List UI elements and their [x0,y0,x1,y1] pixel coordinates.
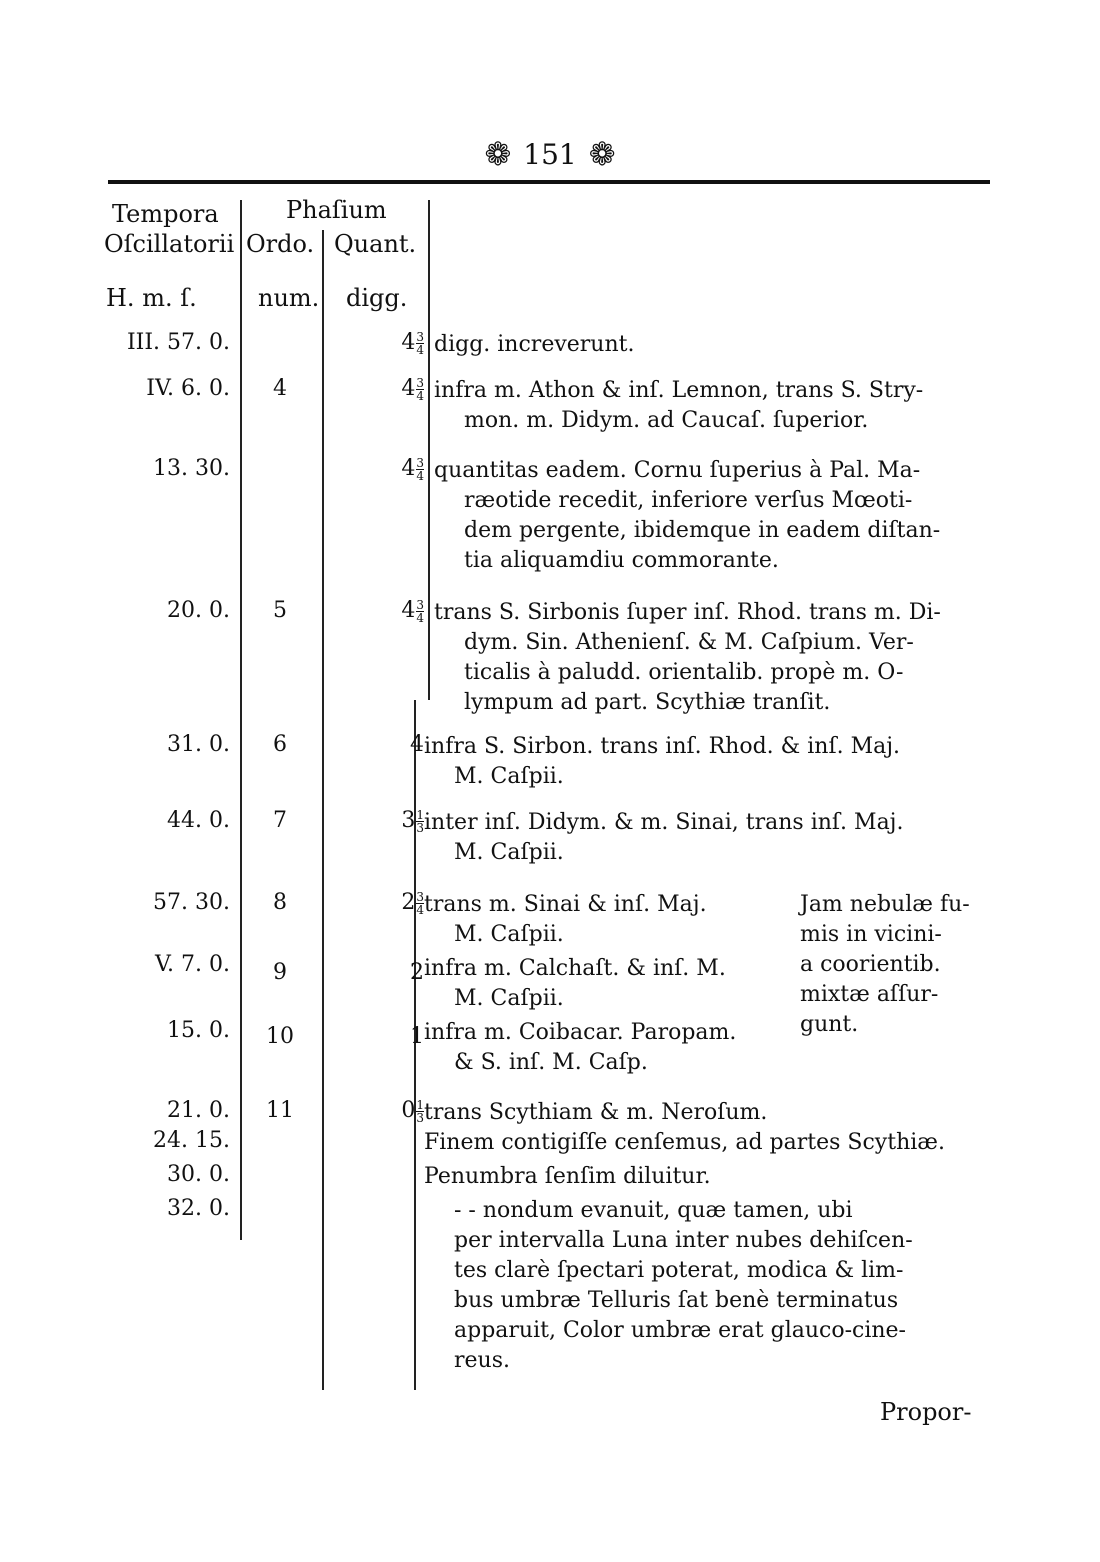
page-header [470,132,630,176]
quant-row-3: 4 $\frac{3}{4}$ [401,455,424,483]
time-row-2: IV. 6. 0. [146,376,230,401]
quant-row-7: 2 $\frac{3}{4}$ [401,889,424,917]
desc-row-11: Finem contigiſſe cenſemus, ad partes Scythiæ. [424,1130,945,1155]
ordo-row-4: 5 [273,598,287,623]
time-row-7: 57. 30. [153,890,230,915]
ordo-row-5: 6 [273,732,287,757]
desc-row-10: trans Scythiam & m. Neroſum. [424,1100,768,1125]
header-time-units: H. m. ſ. [106,284,197,312]
time-row-11: 24. 15. [153,1128,230,1153]
column-rule-3 [428,200,430,700]
time-row-10: 21. 0. [167,1098,230,1123]
header-oscillatorii: Oſcillatorii [104,230,235,258]
desc-row-5: infra S. Sirbon. trans inſ. Rhod. & inſ. Maj. M. Caſpii. [424,734,901,789]
ordo-row-8: 9 [273,960,287,985]
time-row-12: 30. 0. [167,1162,230,1187]
desc-row-7: trans m. Sinai & inſ. Maj. M. Caſpii. [424,892,707,947]
header-tempora: Tempora [112,200,219,228]
ordo-row-6: 7 [273,808,287,833]
time-row-1: III. 57. 0. [126,330,230,355]
quant-row-4: 4 $\frac{3}{4}$ [401,597,424,625]
ornament-right-icon: ❁ [588,135,616,173]
ordo-row-2: 4 [273,376,287,401]
time-row-13: 32. 0. [167,1196,230,1221]
desc-row-1: digg. increverunt. [434,332,635,357]
time-row-3: 13. 30. [153,456,230,481]
column-rule-1 [240,200,242,1240]
quant-row-2: 4 $\frac{3}{4}$ [401,375,424,403]
quant-row-8: 2 [410,960,424,985]
quant-row-1: 4 $\frac{3}{4}$ [401,329,424,357]
ordo-row-9: 10 [266,1024,294,1049]
top-rule [108,180,990,184]
quant-row-10: 0 $\frac{1}{3}$ [401,1097,424,1125]
desc-row-6: inter inſ. Didym. & m. Sinai, trans inſ. Maj. M. Caſpii. [424,810,904,865]
page-number: 151 [523,137,577,171]
header-digg: digg. [346,284,408,312]
column-rule-2 [322,230,324,1390]
side-note: Jam nebulæ fu- mis in vicini- a coorientib. mixtæ aſſur- gunt. [800,892,970,1037]
time-row-5: 31. 0. [167,732,230,757]
quant-row-5: 4 [410,732,424,757]
header-phasium: Phaſium [286,196,387,224]
desc-row-8: infra m. Calchaſt. & inſ. M. M. Caſpii. [424,956,726,1011]
desc-row-2: infra m. Athon & inſ. Lemnon, trans S. Stry- mon. m. Didym. ad Caucaſ. ſuperior. [434,378,924,433]
time-row-6: 44. 0. [167,808,230,833]
header-quant: Quant. [334,230,417,258]
header-num: num. [258,284,320,312]
ornament-left-icon: ❁ [484,135,512,173]
catchword: Propor- [880,1398,972,1426]
desc-row-9: infra m. Coibacar. Paropam. & S. inſ. M. Caſp. [424,1020,737,1075]
time-row-8: V. 7. 0. [154,952,230,977]
time-row-9: 15. 0. [167,1018,230,1043]
desc-row-3: quantitas eadem. Cornu ſuperius à Pal. Ma- ræotide recedit, inferiore verſus Mœoti- dem pergente, ibidemque in eadem diſtan- tia aliquamdiu commorante. [434,458,941,573]
desc-row-12: Penumbra ſenſim diluitur. [424,1164,711,1189]
quant-row-9: 1 [410,1024,424,1049]
desc-row-13: - - nondum evanuit, quæ tamen, ubi per intervalla Luna inter nubes dehiſcen- tes clarè ſpectari poterat, modica & lim- bus umbræ Telluris ſat benè terminatus apparuit, Color umbræ erat glauco-cine- reus. [454,1198,913,1373]
time-row-4: 20. 0. [167,598,230,623]
quant-row-6: 3 $\frac{1}{3}$ [401,807,424,835]
ordo-row-10: 11 [266,1098,294,1123]
desc-row-4: trans S. Sirbonis ſuper inſ. Rhod. trans m. Di- dym. Sin. Athenienſ. & M. Caſpium. Ver- ticalis à paludd. orientalib. propè m. O- lympum ad part. Scythiæ tranſit. [434,600,941,715]
ordo-row-7: 8 [273,890,287,915]
header-ordo: Ordo. [246,230,315,258]
